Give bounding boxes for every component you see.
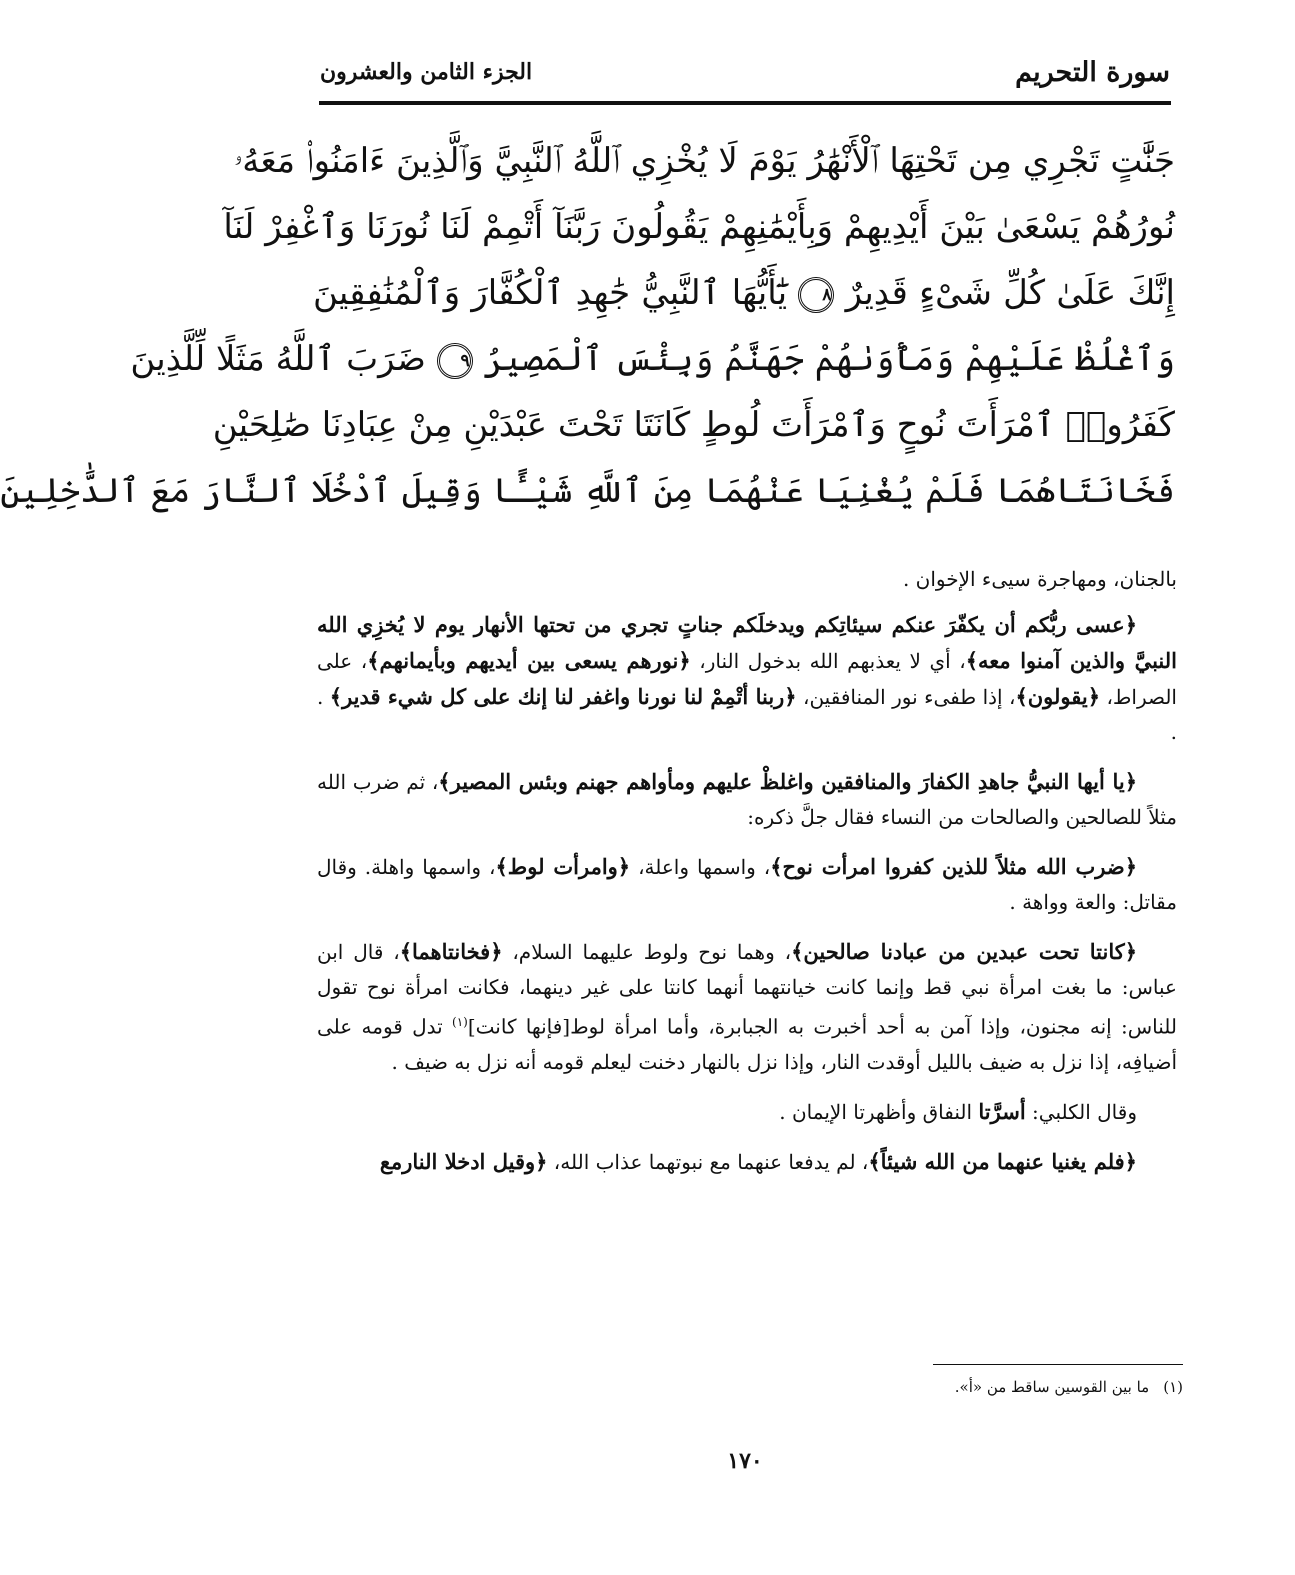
quote-text: ﴿عسى ربُّكم أن يكفّرَ عنكم سيئاتِكم ويدخلَكم جناتٍ تجري من تحتها الأنهار يوم لا يُخزِي الله النبيَّ والذين آمنوا معه﴾	[317, 612, 1177, 673]
quran-line	[0, 458, 1175, 524]
plain-text: تدل قومه على أضيافِه، إذا نزل به ضيف بالليل أوقدت النار، وإذا نزل بالنهار دخنت ليعلم قومه أنه نزل به ضيف .	[317, 1014, 1177, 1074]
quote-text: ﴿فخانتاهما﴾	[399, 939, 503, 964]
quote-text: ﴿يقولون﴾	[1015, 684, 1101, 709]
juz-title: الجزء الثامن والعشرون	[320, 59, 533, 85]
quote-text: ﴿كانتا تحت عبدين من عبادنا صالحين﴾	[791, 939, 1138, 964]
quran-line	[223, 194, 1175, 260]
commentary-text	[317, 562, 1177, 1194]
quran-segment: نُورُهُمْ يَسْعَىٰ بَيْنَ أَيْدِيهِمْ وَبِأَيْمَٰنِهِمْ يَقُولُونَ رَبَّنَآ أَتْمِمْ لَنَا نُورَنَا وَٱغْفِرْ لَنَآ	[223, 207, 1175, 247]
plain-text: ، واسمها واعلة،	[630, 855, 771, 879]
plain-text: . .	[317, 685, 1177, 744]
quran-segment: فَخَانَتَاهُمَا فَلَمْ يُغْنِيَا عَنْهُمَا مِنَ ٱللَّهِ شَيْـًٔا وَقِيلَ ٱدْخُلَا ٱلنَّارَ مَعَ ٱلدَّٰخِلِينَ	[0, 471, 1175, 511]
commentary-paragraph	[317, 562, 1177, 597]
quran-line	[212, 392, 1175, 458]
quote-text: ﴿ربنا أتْمِمْ لنا نورنا واغفر لنا إنك على كل شيء قدير﴾	[329, 684, 797, 709]
plain-text: ، واسمها واهلة. وقال مقاتل: والعة وواهة .	[317, 855, 1177, 914]
commentary-paragraph	[317, 849, 1177, 920]
quran-segment: ضَرَبَ ٱللَّهُ مَثَلًا لِّلَّذِينَ	[130, 339, 426, 379]
quote-text: ﴿وقيل ادخلا النارمع	[379, 1148, 548, 1174]
ayah-number-marker: ٨	[798, 277, 834, 313]
page-number: ١٧٠	[727, 1448, 763, 1474]
plain-text: ، إذا طفىء نور المنافقين،	[796, 685, 1016, 709]
footnote-reference[interactable]: (١)	[452, 1015, 468, 1029]
footnote-text: ما بين القوسين ساقط من «أ».	[954, 1378, 1150, 1396]
quran-segment: جَنَّٰتٍ تَجْرِي مِن تَحْتِهَا ٱلْأَنْهَٰرُ يَوْمَ لَا يُخْزِي ٱللَّهُ ٱلنَّبِيَّ وَٱلَّذِينَ ءَامَنُوا۟ مَعَهُۥ	[233, 141, 1175, 181]
bold-word: أسرَّتا	[978, 1098, 1026, 1124]
plain-text: ، قال ابن عباس: ما بغت امرأة نبي قط وإنما كانت خيانتهما أنهما كانتا على غير دينهما، فكانت امرأة نوح تقول للناس: إنه مجنون، وإذا آمن به أحد أخبرت به الجبابرة، وأما امرأة لوط[فإنها كانت]	[317, 940, 1177, 1039]
surah-title: سورة التحريم	[1015, 56, 1170, 88]
footnote-rule	[933, 1364, 1183, 1365]
plain-text: ، أي لا يعذبهم الله بدخول النار،	[690, 649, 966, 673]
quran-segment: كَفَرُوا۟ ٱمْرَأَتَ نُوحٍ وَٱمْرَأَتَ لُوطٍ كَانَتَا تَحْتَ عَبْدَيْنِ مِنْ عِبَادِنَا صَٰلِحَيْنِ	[212, 405, 1175, 445]
plain-text: ، على الصراط،	[317, 649, 1177, 709]
commentary-paragraph	[317, 607, 1177, 750]
ayah-number-marker: ٩	[437, 343, 473, 379]
running-header	[320, 52, 1170, 92]
quran-segment: وَٱغْلُظْ عَلَيْهِمْ وَمَأْوَىٰهُمْ جَهَنَّمُ وَبِئْسَ ٱلْمَصِيرُ	[483, 339, 1175, 379]
plain-text: ، ثم ضرب الله مثلاً للصالحين والصالحات من النساء فقال جلَّ ذكره:	[317, 770, 1177, 829]
plain-text: بالجنان، ومهاجرة سيىء الإخوان .	[902, 567, 1177, 591]
footnote	[323, 1374, 1183, 1400]
quran-segment: إِنَّكَ عَلَىٰ كُلِّ شَىْءٍ قَدِيرٌ	[845, 273, 1176, 313]
commentary-paragraph	[317, 1144, 1177, 1180]
plain-text: ، وهما نوح ولوط عليهما السلام،	[502, 940, 792, 964]
commentary-paragraph	[317, 1094, 1177, 1130]
footnote-number: (١)	[1163, 1378, 1183, 1396]
quran-line	[233, 128, 1175, 194]
quran-line	[130, 326, 1175, 392]
quote-text: ﴿وامرأت لوط﴾	[495, 854, 631, 879]
commentary-paragraph	[317, 934, 1177, 1080]
plain-text: ، لم يدفعا عنهما مع نبوتهما عذاب الله،	[547, 1149, 869, 1174]
quran-segment: يَٰٓأَيُّهَا ٱلنَّبِيُّ جَٰهِدِ ٱلْكُفَّارَ وَٱلْمُنَٰفِقِينَ	[313, 273, 788, 313]
quote-text: ﴿نورهم يسعى بين أيديهم وبأيمانهم﴾	[367, 648, 691, 673]
header-rule	[319, 101, 1171, 105]
commentary-paragraph	[317, 764, 1177, 835]
quran-text-block	[0, 128, 1176, 524]
quote-text: ﴿ضرب الله مثلاً للذين كفروا امرأت نوح﴾	[770, 854, 1137, 879]
quote-text: ﴿يا أيها النبيُّ جاهدِ الكفارَ والمنافقين واغلظْ عليهم ومأواهم جهنم وبئس المصير﴾	[438, 769, 1137, 794]
plain-text: وقال الكلبي:	[1025, 1099, 1137, 1124]
quran-line	[313, 260, 1175, 326]
plain-text: النفاق وأظهرتا الإيمان .	[779, 1099, 979, 1124]
quote-text: ﴿فلم يغنيا عنهما من الله شيئاً﴾	[868, 1148, 1137, 1174]
